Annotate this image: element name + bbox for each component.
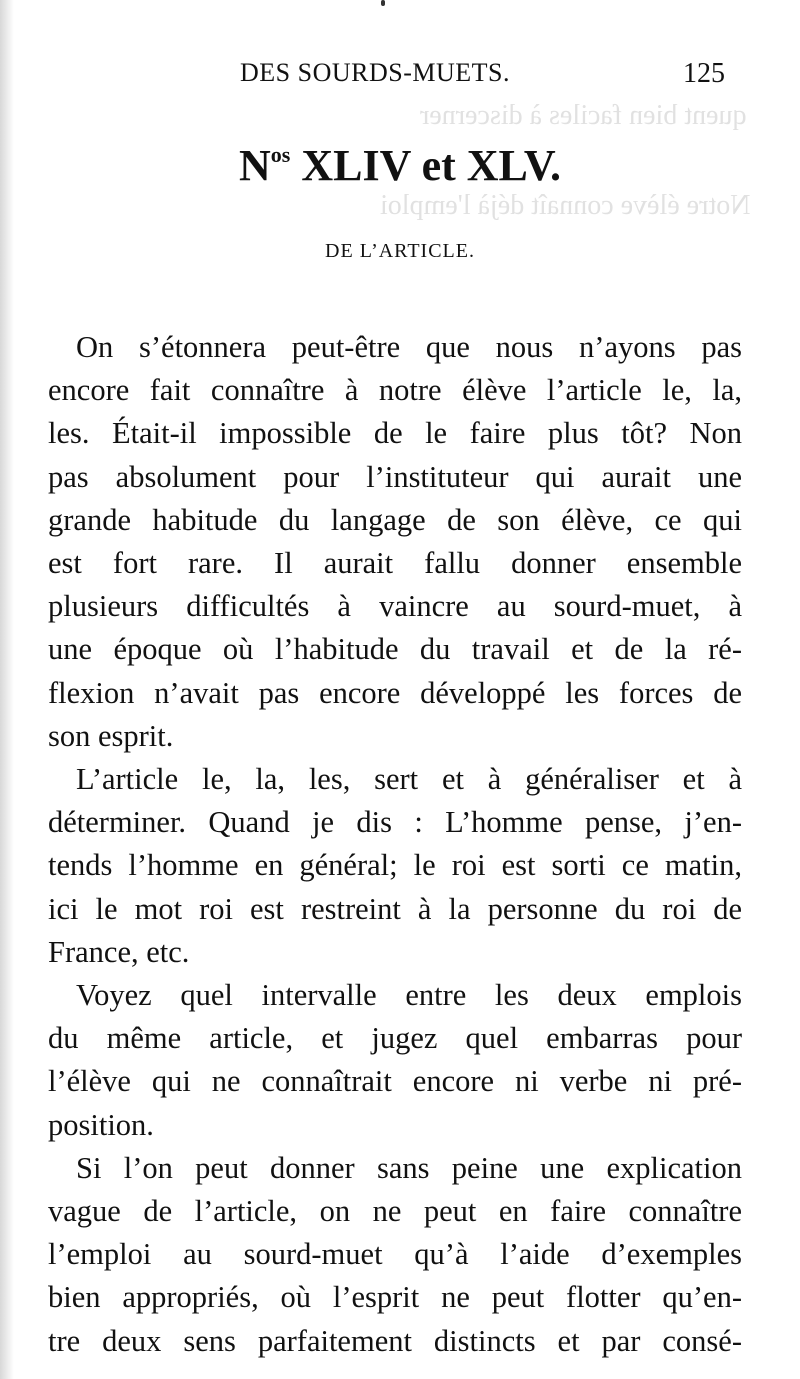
text-line: position. bbox=[48, 1107, 154, 1142]
paragraph-2 bbox=[48, 758, 742, 974]
text-line: L’article le, la, les, sert et à généraliser et à bbox=[76, 762, 742, 797]
text-line: plusieurs difficultés à vaincre au sourd-muet, à bbox=[48, 589, 742, 624]
text-line: bien appropriés, où l’esprit ne peut flotter qu’en- bbox=[48, 1280, 742, 1315]
text-line: vague de l’article, on ne peut en faire connaître bbox=[48, 1194, 742, 1229]
subsection-title: DE L’ARTICLE. bbox=[325, 240, 475, 262]
bleed-through-text: Notre élève connaît déjà l'emploi bbox=[380, 190, 751, 221]
section-title-superscript: os bbox=[270, 142, 291, 167]
text-line: l’emploi au sourd-muet qu’à l’aide d’exemples bbox=[48, 1237, 742, 1272]
page-number: 125 bbox=[683, 58, 725, 89]
text-line: Si l’on peut donner sans peine une explication bbox=[76, 1150, 742, 1185]
bleed-through-text: quent bien faciles à discerner bbox=[420, 100, 747, 131]
scan-speck bbox=[381, 0, 385, 6]
scan-edge-shadow bbox=[0, 0, 14, 1379]
body-text bbox=[48, 326, 742, 1363]
text-line: une époque où l’habitude du travail et de la ré- bbox=[48, 632, 742, 667]
text-line: ici le mot roi est restreint à la personne du roi de bbox=[48, 891, 742, 926]
section-title bbox=[0, 140, 800, 191]
text-line: flexion n’avait pas encore développé les forces de bbox=[48, 675, 742, 710]
text-line: du même article, et jugez quel embarras pour bbox=[48, 1021, 742, 1056]
text-line: son esprit. bbox=[48, 718, 174, 753]
text-line: pas absolument pour l’instituteur qui aurait une bbox=[48, 459, 742, 494]
paragraph-3 bbox=[48, 974, 742, 1147]
section-title-prefix: N bbox=[239, 141, 271, 190]
text-line: les. Était-il impossible de le faire plus tôt? Non bbox=[48, 416, 742, 451]
text-line: est fort rare. Il aurait fallu donner ensemble bbox=[48, 546, 742, 581]
text-line: grande habitude du langage de son élève, ce qui bbox=[48, 502, 742, 537]
text-line: l’élève qui ne connaîtrait encore ni verbe ni pré- bbox=[48, 1064, 742, 1099]
text-line: On s’étonnera peut-être que nous n’ayons pas bbox=[76, 330, 742, 364]
paragraph-1 bbox=[48, 326, 742, 758]
text-line: encore fait connaître à notre élève l’article le, la, bbox=[48, 373, 742, 408]
text-line: Voyez quel intervalle entre les deux emplois bbox=[76, 978, 742, 1013]
text-line: déterminer. Quand je dis : L’homme pense, j’en- bbox=[48, 805, 742, 840]
text-line: tre deux sens parfaitement distincts et par consé- bbox=[48, 1323, 742, 1358]
text-line: France, etc. bbox=[48, 934, 190, 969]
text-line: tends l’homme en général; le roi est sorti ce matin, bbox=[48, 848, 742, 883]
section-title-main: XLIV et XLV. bbox=[301, 141, 561, 190]
running-header-title: DES SOURDS-MUETS. bbox=[240, 58, 510, 87]
paragraph-4 bbox=[48, 1147, 742, 1363]
